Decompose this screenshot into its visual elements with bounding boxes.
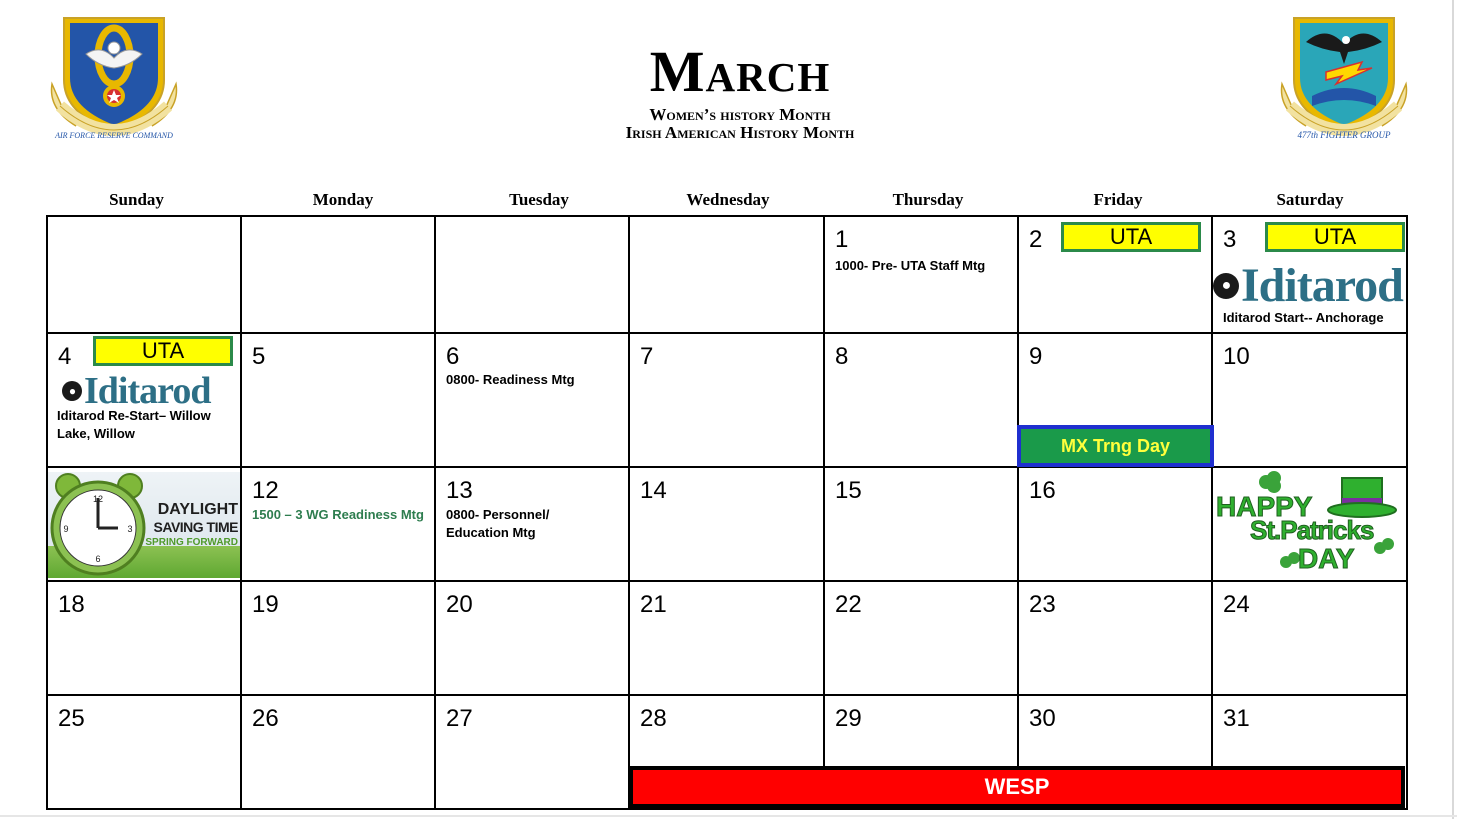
day-header-sunday: Sunday (109, 190, 164, 209)
day-cell[interactable] (242, 696, 434, 808)
uta-badge: UTA (1061, 222, 1201, 252)
date-number: 8 (835, 343, 849, 370)
st-patricks-day-image (1214, 470, 1404, 580)
date-number: 29 (835, 705, 862, 732)
day-cell[interactable] (1213, 582, 1407, 694)
stpat-happy-text: HAPPY (1216, 491, 1313, 522)
sled-dog-icon: ● (62, 381, 82, 401)
stpat-name-text: St.Patricks (1250, 515, 1374, 545)
afrc-emblem-icon (46, 14, 182, 144)
day-cell[interactable] (436, 582, 628, 694)
date-number: 18 (58, 591, 85, 618)
day-cell[interactable] (630, 334, 823, 466)
event-readiness-mtg: 0800- Readiness Mtg (446, 372, 575, 387)
day-cell[interactable] (825, 334, 1017, 466)
dst-title-line1: DAYLIGHT (157, 501, 238, 518)
event-wg-readiness-mtg: 1500 – 3 WG Readiness Mtg (252, 507, 424, 522)
date-number: 31 (1223, 705, 1250, 732)
date-number: 12 (252, 477, 279, 504)
day-header-monday: Monday (312, 190, 374, 209)
afrc-emblem-caption: AIR FORCE RESERVE COMMAND (55, 131, 173, 140)
dst-tagline: SPRING FORWARD (145, 537, 238, 548)
svg-text:12: 12 (92, 494, 104, 504)
date-number: 30 (1029, 705, 1056, 732)
day-cell[interactable] (825, 582, 1017, 694)
day-cell[interactable] (48, 696, 240, 808)
event-iditarod-restart: Iditarod Re-Start– Willow Lake, Willow (57, 408, 211, 441)
day-cell[interactable] (825, 696, 1017, 764)
day-cell[interactable] (825, 217, 1017, 332)
page-edge (1452, 0, 1454, 819)
day-header-saturday: Saturday (1276, 190, 1344, 209)
date-number: 2 (1029, 226, 1043, 253)
fighter-group-emblem-caption: 477th FIGHTER GROUP (1297, 130, 1391, 140)
day-cell[interactable] (436, 696, 628, 808)
day-header-thursday: Thursday (892, 190, 964, 209)
event-personnel-education-mtg: 0800- Personnel/ Education Mtg (446, 507, 550, 540)
date-number: 10 (1223, 343, 1250, 370)
day-cell[interactable] (630, 582, 823, 694)
date-number: 9 (1029, 343, 1043, 370)
day-cell[interactable] (48, 334, 240, 466)
svg-text:6: 6 (95, 554, 101, 564)
iditarod-logo (62, 372, 222, 410)
day-cell[interactable] (242, 334, 434, 466)
day-cell[interactable] (1019, 217, 1211, 332)
iditarod-logo-text: Iditarod (84, 370, 211, 412)
wesp-banner: WESP (629, 766, 1405, 808)
date-number: 19 (252, 591, 279, 618)
date-number: 15 (835, 477, 862, 504)
iditarod-logo (1213, 261, 1407, 311)
event-pre-uta-staff-mtg: 1000- Pre- UTA Staff Mtg (835, 258, 986, 273)
day-cell[interactable] (1213, 217, 1407, 332)
date-number: 24 (1223, 591, 1250, 618)
uta-badge: UTA (1265, 222, 1405, 252)
day-header-wednesday: Wednesday (686, 190, 770, 209)
date-number: 1 (835, 226, 849, 253)
day-header-tuesday: Tuesday (509, 190, 569, 209)
date-number: 26 (252, 705, 279, 732)
day-cell[interactable] (242, 468, 434, 580)
day-cell[interactable] (242, 582, 434, 694)
date-number: 22 (835, 591, 862, 618)
fighter-group-emblem-icon (1276, 14, 1412, 144)
subtitle-irish-american-history: Irish American History Month (625, 123, 855, 142)
stpat-day-text: DAY (1298, 543, 1355, 574)
date-number: 7 (640, 343, 654, 370)
uta-badge: UTA (93, 336, 233, 366)
sled-dog-icon: ● (1213, 273, 1239, 299)
date-number: 4 (58, 343, 72, 370)
day-cell[interactable] (1213, 696, 1407, 764)
day-cell[interactable] (1213, 334, 1407, 466)
day-cell[interactable] (1019, 468, 1211, 580)
date-number: 16 (1029, 477, 1056, 504)
date-number: 25 (58, 705, 85, 732)
day-cell[interactable] (48, 582, 240, 694)
date-number: 5 (252, 343, 266, 370)
svg-text:3: 3 (127, 524, 133, 534)
iditarod-logo-text: Iditarod (1241, 259, 1403, 312)
date-number: 27 (446, 705, 473, 732)
date-number: 23 (1029, 591, 1056, 618)
daylight-saving-time-image (48, 472, 240, 578)
day-header-friday: Friday (1093, 190, 1143, 209)
day-cell[interactable] (630, 468, 823, 580)
dst-title-line2: SAVING TIME (153, 519, 238, 535)
mx-training-day-banner: MX Trng Day (1017, 425, 1214, 467)
date-number: 3 (1223, 226, 1237, 253)
date-number: 21 (640, 591, 667, 618)
date-number: 14 (640, 477, 667, 504)
day-cell[interactable] (436, 334, 628, 466)
page-title: March (649, 39, 831, 104)
date-number: 13 (446, 477, 473, 504)
svg-text:9: 9 (63, 524, 69, 534)
day-cell[interactable] (436, 468, 628, 580)
day-cell[interactable] (630, 696, 823, 764)
day-cell[interactable] (1019, 582, 1211, 694)
subtitle-womens-history: Women’s history Month (649, 105, 831, 124)
date-number: 20 (446, 591, 473, 618)
page-edge (0, 815, 1457, 817)
date-number: 6 (446, 343, 460, 370)
event-iditarod-start: Iditarod Start-- Anchorage (1223, 310, 1384, 325)
day-cell[interactable] (1019, 696, 1211, 764)
date-number: 28 (640, 705, 667, 732)
day-cell[interactable] (825, 468, 1017, 580)
